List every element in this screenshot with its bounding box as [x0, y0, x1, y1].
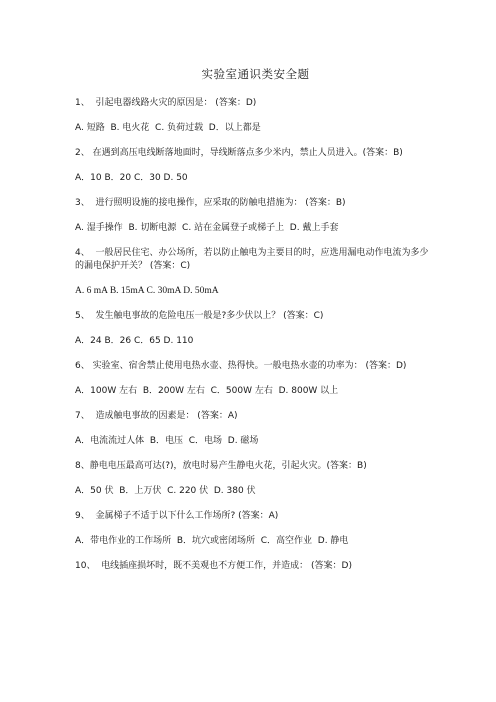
options-line: A. 短路 B. 电火花 C. 负荷过载 D．以上都是 [75, 123, 261, 133]
options-line: A．100W 左右 B．200W 左右 C．500W 左右 D. 800W 以上 [75, 386, 339, 396]
question-line: 8、静电电压最高可达(?)，放电时易产生静电火花，引起火灾。(答案：B) [75, 461, 367, 471]
document-title: 实验室通识类安全题 [201, 67, 310, 81]
options-line: A．10 B．20 C．30 D. 50 [75, 173, 188, 183]
question-line: 9、 金属梯子不适于以下什么工作场所? (答案：A) [75, 511, 279, 521]
question-line: 10、 电线插座损坏时，既不美观也不方便工作，并造成： (答案：D) [75, 561, 352, 571]
question-line: 2、 在遇到高压电线断落地面时，导线断落点多少米内，禁止人员进入。(答案：B) [75, 148, 403, 158]
question-line: 1、 引起电器线路火灾的原因是： (答案：D) [75, 98, 257, 108]
question-line: 3、 进行照明设施的接电操作，应采取的防触电措施为： (答案：B) [75, 198, 346, 208]
options-line: A. 湿手操作 B. 切断电源 C. 站在金属登子或梯子上 D. 戴上手套 [75, 223, 339, 233]
question-line: 7、 造成触电事故的因素是： (答案：A) [75, 411, 238, 421]
options-line: A. 6 mA B. 15mA C. 30mA D. 50mA [75, 286, 219, 296]
options-line: A．50 伏 B．上万伏 C. 220 伏 D. 380 伏 [75, 486, 256, 496]
question-line: 5、 发生触电事故的危险电压一般是?多少伏以上？ (答案：C) [75, 311, 324, 321]
question-line: 6、 实验室、宿舍禁止使用电热水壶、热得快。一般电热水壶的功率为： (答案：D) [75, 361, 407, 371]
options-line: A．24 B．26 C．65 D. 110 [75, 336, 194, 346]
options-line: A．电流流过人体 B．电压 C．电场 D. 磁场 [75, 436, 259, 446]
options-line: A．带电作业的工作场所 B．坑穴或密闭场所 C．高空作业 D. 静电 [75, 536, 349, 546]
document-body [75, 97, 436, 573]
question-line: 4、 一般居民住宅、办公场所，若以防止触电为主要目的时，应选用漏电动作电流为多少的漏电保护开关？ (答案：C) [75, 248, 429, 271]
